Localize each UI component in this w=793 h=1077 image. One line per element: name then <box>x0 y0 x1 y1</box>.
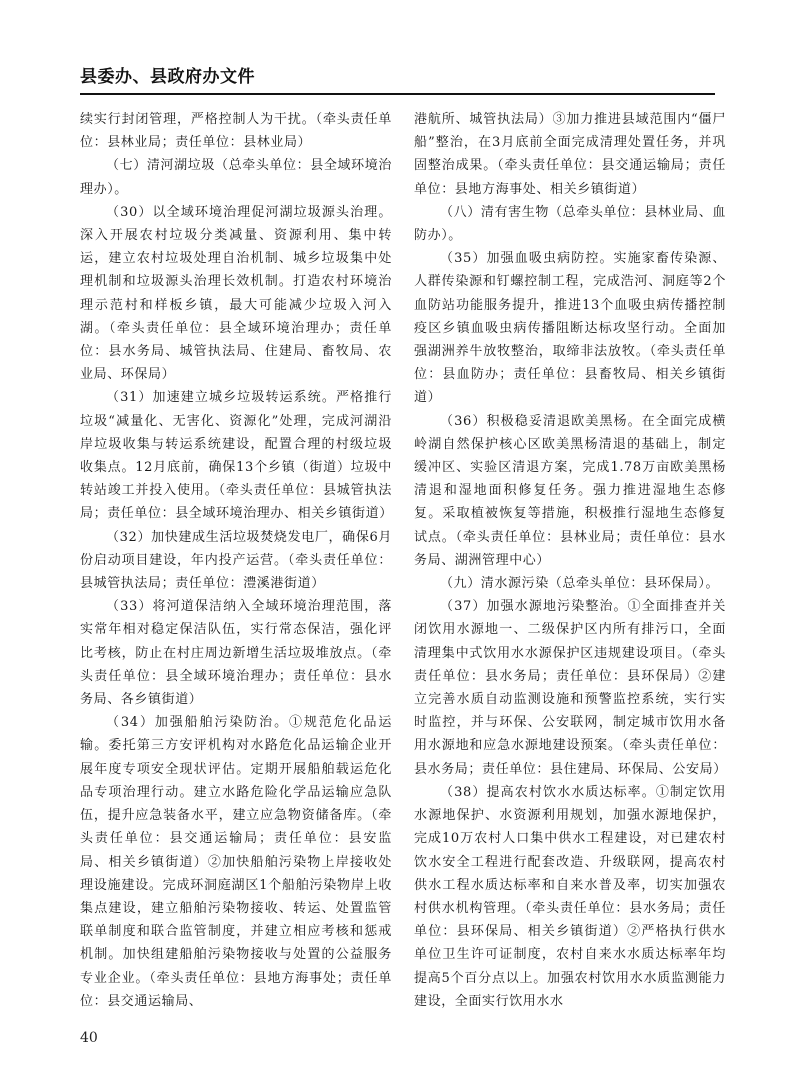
paragraph-continuation: 续实行封闭管理，严格控制人为干扰。（牵头责任单位：县林业局；责任单位：县林业局） <box>80 112 392 151</box>
paragraph-item-33: （33）将河道保洁纳入全域环境治理范围，落实常年相对稳定保洁队伍，实行常态保洁，强化评比考核，防止在村庄周边新增生活垃圾堆放点。（牵头责任单位：县全域环境治理办；责任单位：县水务局、各乡镇街道） <box>80 599 392 708</box>
paragraph-item-37: （37）加强水源地污染整治。①全面排查并关闭饮用水源地一、二级保护区内所有排污口，全面清理集中式饮用水水源保护区违规建设项目。（牵头责任单位：县水务局；责任单位：县环保局）②建立完善水质自动监测设施和预警监控系统，实行实时监控，并与环保、公安联网，制定城市饮用水备用水源地和应急水源地建设预案。（牵头责任单位：县水务局；责任单位：县住建局、环保局、公安局） <box>414 599 727 777</box>
paragraph-item-36: （36）积极稳妥清退欧美黑杨。在全面完成横岭湖自然保护核心区欧美黑杨清退的基础上，制定缓冲区、实验区清退方案，完成1.78万亩欧美黑杨清退和湿地面积修复任务。强力推进湿地生态修复。采取植被恢复等措施，积极推行湿地生态修复试点。（牵头责任单位：县林业局；责任单位：县水务局、湖洲管理中心） <box>414 413 726 568</box>
paragraph-item-34: （34）加强船舶污染防治。①规范危化品运输。委托第三方安评机构对水路危化品运输企业开展年度专项安全现状评估。定期开展船舶载运危化品专项治理行动。建立水路危险化学品运输应急队伍，提升应急装备水平，建立应急物资储备库。（牵头责任单位：县交通运输局；责任单位：县安监局、相关乡镇街道）②加快船舶污染物上岸接收处理设施建设。完成环洞庭湖区1个船舶污染物岸上收集点建设，建立船舶污染物接收、转运、处置监管联单制度和联合监管制度，并建立相应考核和惩戒机制。加快组建船舶污染物接收与处置的公益服务专业企业。（牵头责任单位：县地方海事处；责任单位：县交通运输局、 <box>80 715 392 1009</box>
left-column <box>80 108 392 1013</box>
header-rule <box>80 93 715 95</box>
paragraph-item-38: （38）提高农村饮水水质达标率。①制定饮用水源地保护、水资源利用规划，加强水源地保护，完成10万农村人口集中供水工程建设，对已建农村饮水安全工程进行配套改造、升级联网，提高农村供水工程水质达标率和自来水普及率，切实加强农村供水机构管理。（牵头责任单位：县水务局；责任单位：县环保局、相关乡镇街道）②严格执行供水单位卫生许可证制度，农村自来水水质达标率年均提高5个百分点以上。加强农村饮用水水质监测能力建设，全面实行饮用水水 <box>414 784 726 1009</box>
section-heading-9: （九）清水源污染（总牵头单位：县环保局）。 <box>440 576 720 592</box>
page-number: 40 <box>80 1030 98 1046</box>
section-heading-7: （七）清河湖垃圾（总牵头单位：县全域环境治理办）。 <box>80 158 392 197</box>
paragraph-continuation: 港航所、城管执法局）③加力推进县域范围内“僵尸船”整治，在3月底前全面完成清理处置任务，并巩固整治成果。（牵头责任单位：县交通运输局；责任单位：县地方海事处、相关乡镇街道） <box>414 112 726 197</box>
paragraph-item-31: （31）加速建立城乡垃圾转运系统。严格推行垃圾“减量化、无害化、资源化”处理，完成河湖沿岸垃圾收集与转运系统建设，配置合理的村级垃圾收集点。12月底前，确保13个乡镇（街道）垃圾中转站竣工并投入使用。（牵头责任单位：县城管执法局；责任单位：县全域环境治理办、相关乡镇街道） <box>80 390 393 522</box>
section-heading-8: （八）清有害生物（总牵头单位：县林业局、血防办）。 <box>414 204 726 244</box>
paragraph-item-30: （30）以全域环境治理促河湖垃圾源头治理。深入开展农村垃圾分类减量、资源利用、集中转运，建立农村垃圾处理自治机制、城乡垃圾集中处理机制和垃圾源头治理长效机制。打造农村环境治理示范村和样板乡镇，最大可能减少垃圾入河入湖。（牵头责任单位：县全域环境治理办；责任单位：县水务局、城管执法局、住建局、畜牧局、农业局、环保局） <box>80 204 392 383</box>
paragraph-item-32: （32）加快建成生活垃圾焚烧发电厂，确保6月份启动项目建设，年内投产运营。（牵头责任单位：县城管执法局；责任单位：澧溪港街道） <box>80 529 392 592</box>
running-header-title: 县委办、县政府办文件 <box>80 67 255 87</box>
paragraph-item-35: （35）加强血吸虫病防控。实施家畜传染源、人群传染源和钉螺控制工程，完成浩河、洞庭等2个血防站功能服务提升，推进13个血吸虫病传播控制疫区乡镇血吸虫病传播阻断达标攻坚行动。全面加强湖洲养牛放牧整治，取缔非法放牧。（牵头责任单位：县血防办；责任单位：县畜牧局、相关乡镇街道） <box>414 251 726 406</box>
right-column <box>414 108 726 1013</box>
